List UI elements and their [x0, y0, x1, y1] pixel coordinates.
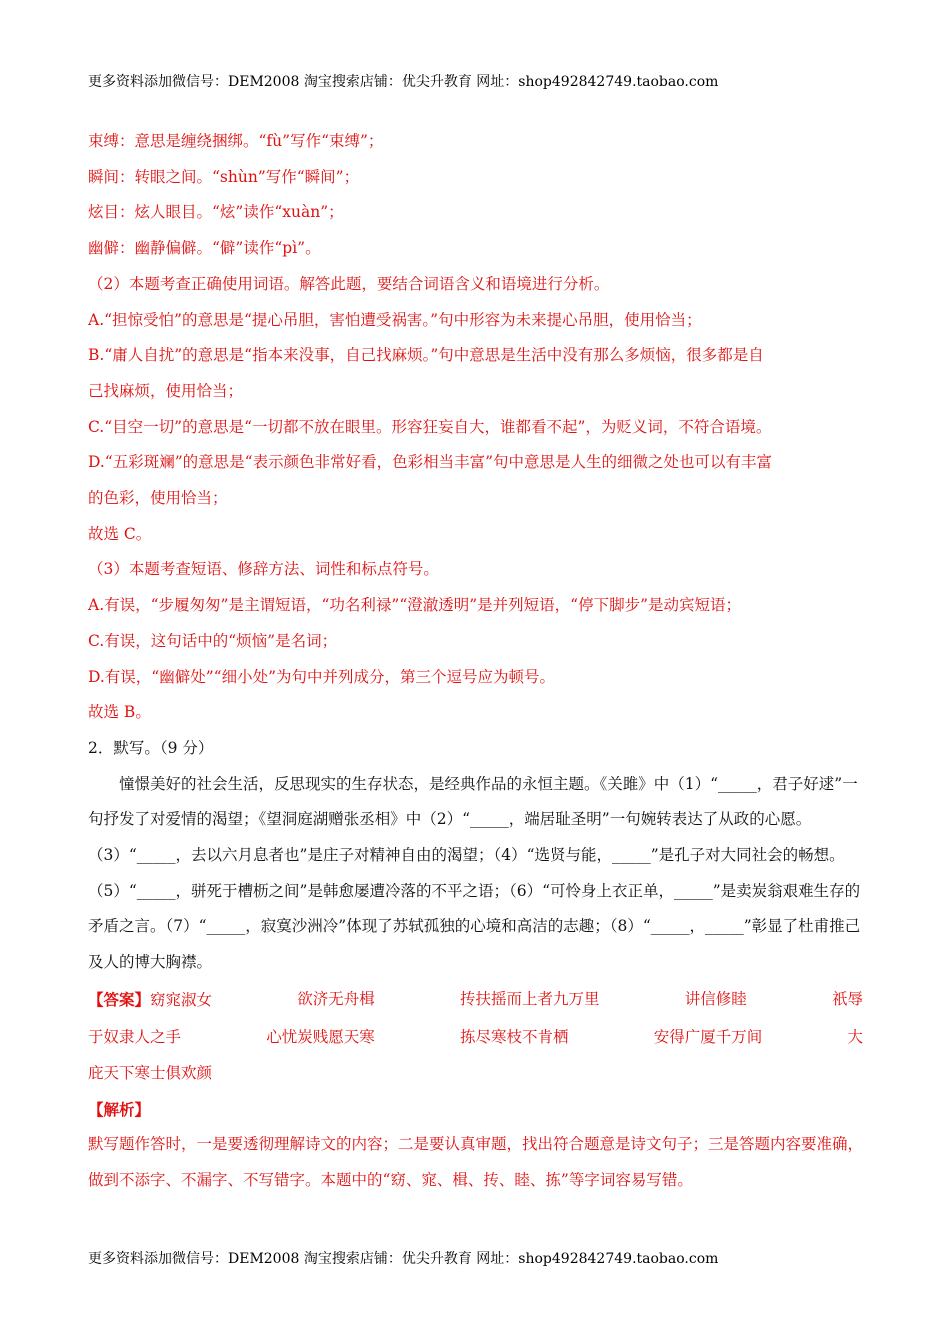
answer-row	[88, 981, 863, 1019]
analysis-label: 【解析】	[88, 1099, 151, 1119]
document-body	[88, 124, 863, 1199]
answer-item: 欲济无舟楫	[297, 989, 375, 1008]
answer-item: 讲信修睦	[684, 989, 747, 1008]
page-footer: 更多资料添加微信号：DEM2008 淘宝搜索店铺：优尖升教育 网址：shop492842749.taobao.com	[88, 1251, 719, 1267]
text-line: C.有误，这句话中的“烦恼”是名词；	[88, 631, 338, 650]
answer-item: 祇辱	[831, 989, 863, 1008]
answer-item: 于奴隶人之手	[88, 1027, 182, 1046]
answer-item: 拣尽寒枝不肯栖	[459, 1027, 569, 1046]
text-line: A.有误，“步履匆匆”是主谓短语，“功名利禄”“澄澈透明”是并列短语，“停下脚步”是动宾短语；	[88, 596, 742, 615]
page-header: 更多资料添加微信号：DEM2008 淘宝搜索店铺：优尖升教育 网址：shop492842749.taobao.com	[88, 74, 719, 90]
text-line: 故选 C。	[88, 524, 152, 543]
answer-continuation: 庇天下寒士俱欢颜	[88, 1063, 213, 1082]
text-line: D.有误，“幽僻处”“细小处”为句中并列成分，第三个逗号应为顿号。	[88, 667, 556, 686]
text-line: D.“五彩斑斓”的意思是“表示颜色非常好看，色彩相当丰富”句中意思是人生的细微之处也可以有丰富	[88, 453, 773, 472]
text-line: 束缚：意思是缠绕捆绑。“fù”写作“束缚”；	[88, 132, 384, 150]
text-line: 的色彩，使用恰当；	[88, 489, 228, 508]
text-line: 炫目：炫人眼目。“炫”读作“xuàn”；	[88, 203, 344, 222]
question-text: 憧憬美好的社会生活，反思现实的生存状态，是经典作品的永恒主题。《关雎》中（1）“_____，君子好逑”一句抒发了对爱情的渴望；《望洞庭湖赠张丞相》中（2）“_____，端居耻圣明”一句婉转表达了从政的心愿。（3）“_____，去以六月息者也”是庄子对精神自由的渴望；（4）“选贤与能，_____”是孔子对大同社会的畅想。（5）“_____，骈死于槽枥之间”是韩愈屡遭冷落的不平之语；（6）“可怜身上衣正单，_____”是卖炭翁艰难生存的矛盾之言。（7）“_____，寂寞沙洲冷”体现了苏轼孤独的心境和高洁的志趣；（8）“_____，_____”彰显了杜甫推己及人的博大胸襟。	[88, 774, 861, 972]
answer-item: 抟扶摇而上者九万里	[459, 989, 600, 1008]
text-line: 瞬间：转眼之间。“shùn”写作“瞬间”；	[88, 167, 360, 186]
question-heading: 2．默写。（9 分）	[88, 738, 214, 757]
text-line: 故选 B。	[88, 703, 151, 722]
text-line: 幽僻：幽静偏僻。“僻”读作“pì”。	[88, 239, 321, 258]
text-line: C.“目空一切”的意思是“一切都不放在眼里。形容狂妄自大，谁都看不起”，为贬义词，不符合语境。	[88, 417, 772, 436]
text-line: B.“庸人自扰”的意思是“指本来没事，自己找麻烦。”句中意思是生活中没有那么多烦恼，很多都是自	[88, 346, 764, 365]
answer-row	[88, 1019, 863, 1056]
text-line: 己找麻烦，使用恰当；	[88, 381, 244, 400]
answer-item: 心忧炭贱愿天寒	[266, 1027, 375, 1046]
analysis-text: 默写题作答时，一是要透彻理解诗文的内容；二是要认真审题，找出符合题意是诗文句子；三是答题内容要准确，做到不添字、不漏字、不写错字。本题中的“窈、窕、楫、抟、睦、拣”等字词容易写错。	[88, 1135, 864, 1189]
answer-item: 大	[847, 1027, 863, 1046]
text-line: A.“担惊受怕”的意思是“提心吊胆，害怕遭受祸害。”句中形容为未来提心吊胆，使用恰当；	[88, 310, 702, 329]
answer-label: 【答案】	[88, 989, 151, 1009]
text-line: （3）本题考查短语、修辞方法、词性和标点符号。	[88, 560, 439, 579]
answer-item: 【答案】窈窕淑女	[88, 989, 213, 1009]
answer-item: 安得广厦千万间	[653, 1027, 763, 1046]
text-line: （2）本题考查正确使用词语。解答此题，要结合词语含义和语境进行分析。	[88, 274, 610, 293]
